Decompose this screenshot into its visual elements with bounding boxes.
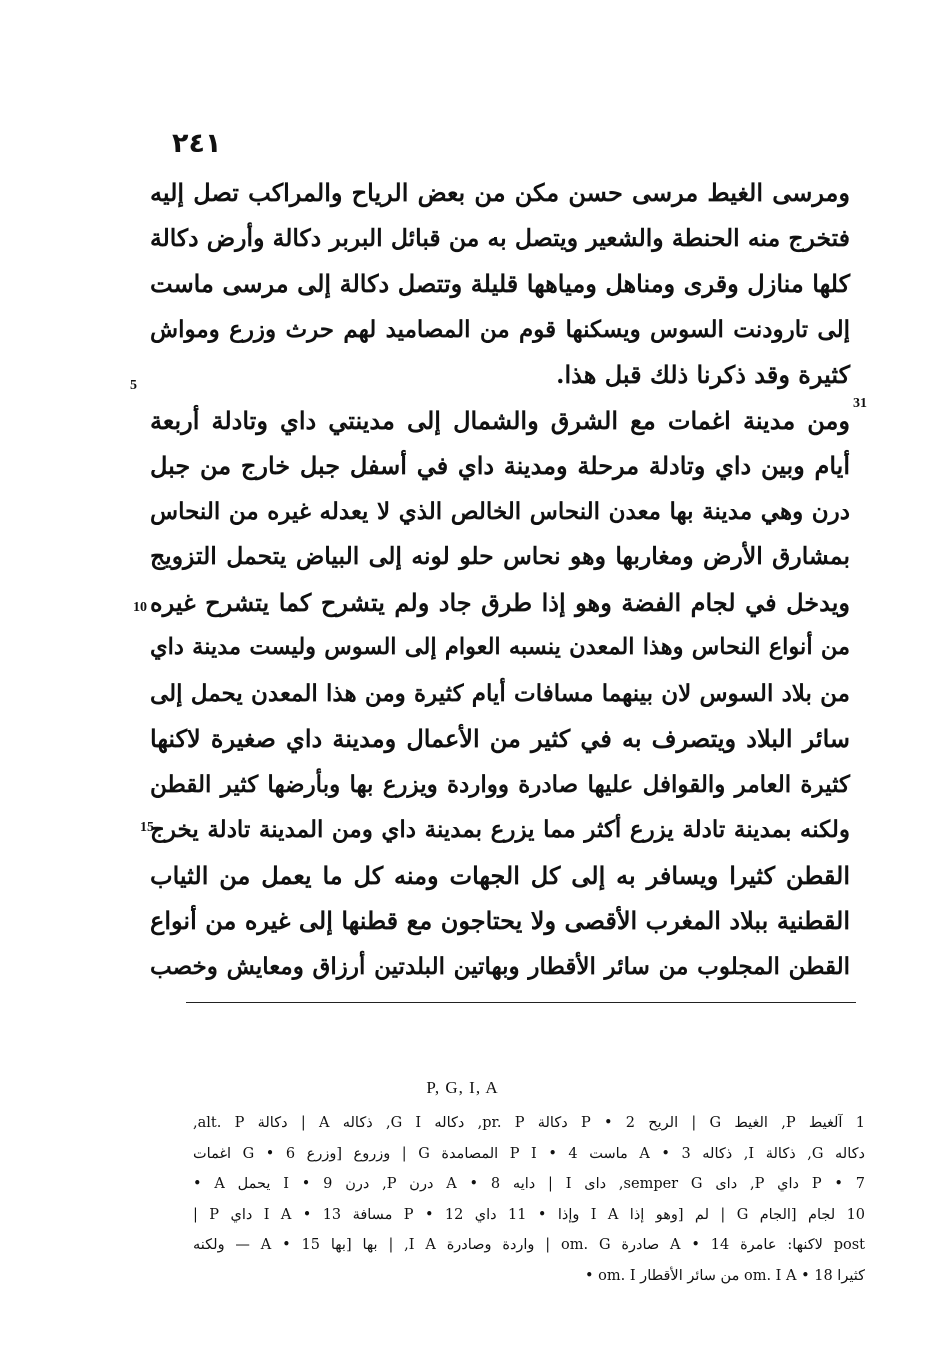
- text-line: القطنية ببلاد المغرب الأقصى ولا يحتاجون مع قطنها إلى غيره من أنواع: [150, 906, 850, 935]
- apparatus-line: دكاله G, ذكالة I, ذكاله A • 3 ماست P I • 4 المصامدة G | وزروع [وزرع G • 6 اغمات: [193, 1145, 865, 1162]
- text-line: كلها منازل وقرى ومناهل ومياهها قليلة وتتصل دكالة إلى مرسى ماست: [150, 269, 850, 298]
- text-line: سائر البلاد ويتصرف به في كثير من الأعمال ومدينة داي صغيرة لاكنها: [150, 724, 850, 753]
- text-line: ويدخل في لجام الفضة وهو إذا طرق جاد ولم يتشرح كما يتشرح غيره: [150, 587, 850, 617]
- critical-apparatus: [193, 1108, 865, 1291]
- main-text: [150, 170, 850, 989]
- text-line: إلى تارودنت السوس ويسكنها قوم من المصاميد لهم حرث وزرع ومواش: [150, 315, 850, 343]
- section-number-31: 31: [853, 396, 867, 411]
- text-line: فتخرج منه الحنطة والشعير ويتصل به من قبائل البربر دكالة وأرض دكالة: [150, 223, 850, 252]
- apparatus-line: 10 لجام [الجام G | لم [وهو إذا I A وإذا • 11 داي P • 12 مسافة I A • 13 داي P |: [193, 1206, 865, 1223]
- text-line: كثيرة العامر والقوافل عليها صادرة وواردة ويزرع بها وبأرضها كثير القطن: [150, 770, 850, 798]
- text-line: بمشارق الأرض ومغاربها وهو نحاس حلو لونه إلى البياض يتحمل التزويج: [150, 542, 850, 570]
- line-number-15: 15: [140, 820, 154, 835]
- line-number-10: 10: [133, 600, 147, 615]
- manuscript-sigla: P, G, I, A: [426, 1078, 499, 1097]
- text-line: ومن مدينة اغمات مع الشرق والشمال إلى مدينتي داي وتادلة أربعة: [150, 405, 850, 435]
- text-line: القطن المجلوب من سائر الأقطار وبهاتين البلدتين أرزاق ومعايش وخصب: [150, 952, 850, 980]
- text-line: ولكنه بمدينة تادلة يزرع أكثر مما يزرع بمدينة داي ومن المدينة تادلة يخرج: [150, 816, 850, 843]
- apparatus-line: كثيرا om. I A • 18 من سائر الأقطار om. I •: [584, 1267, 865, 1284]
- page-number: ٢٤١: [172, 128, 222, 159]
- text-line: كثيرة وقد ذكرنا ذلك قبل هذا.: [556, 360, 850, 389]
- footnote-divider: [186, 1002, 856, 1003]
- text-line: القطن كثيرا ويسافر به إلى كل الجهات ومنه كل ما يعمل من الثياب: [150, 860, 850, 890]
- apparatus-line: 1 آلغيط P, الغيط G | الريح P • 2 دكالة pr. P, دكاله G I, ذكاله A | دكالة alt. P,: [193, 1115, 865, 1131]
- text-line: من بلاد السوس لان بينهما مسافات أيام كثيرة ومن هذا المعدن يحمل إلى: [150, 679, 850, 707]
- apparatus-line: post لاكنها: عامرة A • 14 صادرة om. G | واردة وصادرة I A, | بها [بها A • 15 — ولكنه: [193, 1237, 865, 1253]
- text-line: ومرسى الغيط مرسى حسن مكن من بعض الرياح والمراكب تصل إليه: [150, 178, 850, 207]
- text-line: درن وهي مدينة بها معدن النحاس الخالص الذي لا يعدله غيره من النحاس: [150, 497, 850, 525]
- line-number-5: 5: [130, 378, 137, 393]
- text-line: من أنواع النحاس وهذا المعدن ينسبه العوام إلى السوس وليست مدينة داي: [150, 634, 850, 660]
- apparatus-line: P • 7 داي P, داى semper G, داى I | دايه A • 8 درن P, درن I • 9 يحمل A •: [193, 1176, 865, 1192]
- text-line: أيام وبين داي وتادلة مرحلة ومدينة داي في أسفل جبل خارج من جبل: [150, 451, 850, 480]
